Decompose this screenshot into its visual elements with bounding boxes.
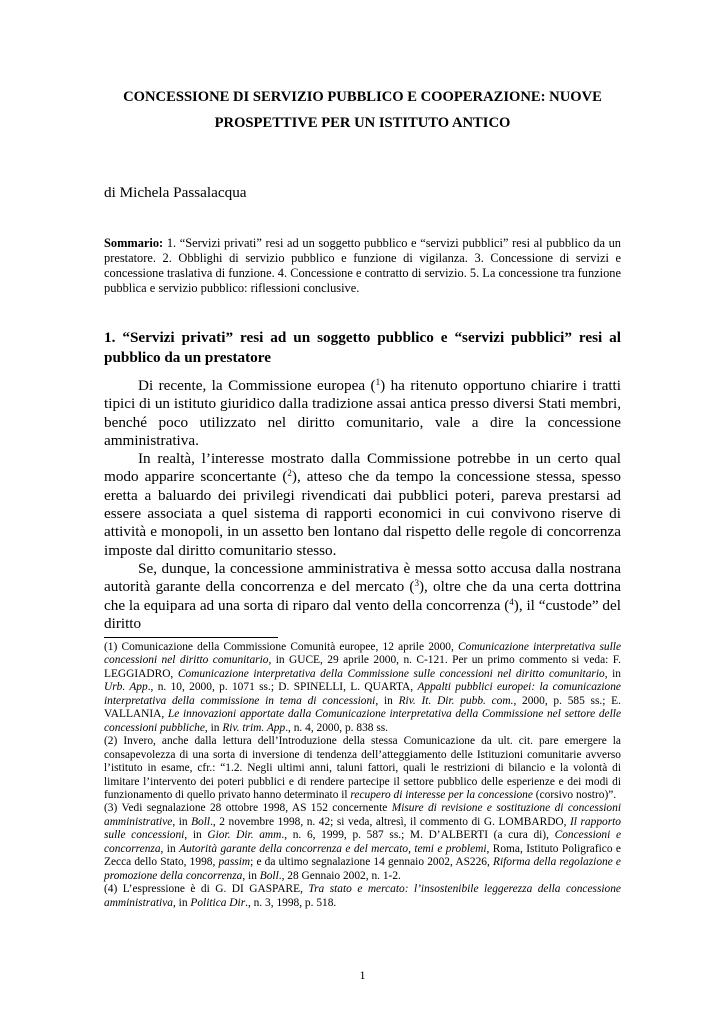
footnote-number: (2) <box>104 735 118 748</box>
footnote-separator <box>104 637 278 638</box>
text-run: ), oltre che da una certa dottrina che la equipara ad una sorta di riparo dal vento della concorrenza ( <box>104 578 622 614</box>
footnote-1: (1) Comunicazione della Commissione Comunità europee, 12 aprile 2000, Comunicazione interpretativa sulle concessioni nel diritto comunitario, in GUCE, 29 aprile 2000, n. C-121. Per un primo commento si veda: F. LEGGIADRO, Comunicazione interpretativa della Commissione sulle concessioni nel diritto comunitario, in Urb. App., n. 10, 2000, p. 1071 ss.; D. SPINELLI, L. QUARTA, Appalti pubblici europei: la comunicazione interpretativa della commissione in tema di concessioni, in Riv. It. Dir. pubb. com., 2000, p. 585 ss.; E. VALLANIA, Le innovazioni apportate dalla Comunicazione interpretativa della Commissione nel settore delle concessioni pubbliche, in Riv. trim. App., n. 4, 2000, p. 838 ss. <box>104 641 621 734</box>
footnotes <box>104 641 621 910</box>
text-run: In realtà, l’interesse mostrato dalla Commissione potrebbe in un certo qual modo apparire sconcertante ( <box>104 450 621 486</box>
body-text <box>104 377 621 633</box>
summary-label: Sommario: <box>104 236 164 250</box>
footnote-number: (3) <box>104 802 118 815</box>
text-run: Se, dunque, la concessione amministrativa è messa sotto accusa dalla nostrana autorità garante della concorrenza e del mercato ( <box>104 559 621 596</box>
footnote-number: (1) <box>104 641 118 653</box>
footnote-2: (2) Invero, anche dalla lettura dell’Introduzione della stessa Comunicazione da ult. cit. pare emergere la consapevolezza di una sorta di inversione di tendenza dell’atteggiamento delle Istituzioni comunitarie avverso l’istituto in esame, cfr.: “1.2. Negli ultimi anni, taluni fattori, quali le restrizioni di bilancio e la volontà di limitare l’intervento dei poteri pubblici e di rendere partecipe il settore pubblico delle esperienze e dei modi di funzionamento di quello privato hanno determinato il recupero di interesse per la concessione (corsivo nostro)”. <box>104 735 621 801</box>
footnote-ref[interactable]: 2 <box>287 468 292 479</box>
text-run: Di recente, la Commissione europea ( <box>138 377 376 394</box>
text-run: ), il “custode” del diritto <box>104 596 621 632</box>
text-run: ) ha ritenuto opportuno chiarire i tratti tipici di un istituto giuridico dalla tradizione assai antica presso diversi Stati membri, benché poco utilizzato nel diritto comunitario, vale a dire la concessione amministrativa. <box>104 377 621 449</box>
footnote-ref[interactable]: 1 <box>375 377 381 387</box>
body-paragraph <box>104 450 621 560</box>
body-paragraph <box>104 560 621 633</box>
page-title <box>104 84 621 136</box>
title-line-2: PROSPETTIVE PER UN ISTITUTO ANTICO <box>214 115 511 131</box>
text-run: ), atteso che da tempo la concessione stessa, spesso eretta a baluardo dei privilegi rivendicati dai pubblici poteri, pareva prestarsi ad essere associata a quel sistema di rapporti economici in cui convivono riserve di attività e monopoli, in un assetto ben lontano dal rispetto delle regole di concorrenza imposte dal diritto comunitario stesso. <box>104 468 621 559</box>
summary-paragraph <box>104 236 621 296</box>
footnote-ref[interactable]: 4 <box>509 596 514 607</box>
summary-text: 1. “Servizi privati” resi ad un soggetto pubblico e “servizi pubblici” resi al pubblico da un prestatore. 2. Obblighi di servizio pubblico e funzione di vigilanza. 3. Concessione di servizi e concessione traslativa di funzione. 4. Concessione e contratto di servizio. 5. La concessione tra funzione pubblica e servizio pubblico: riflessioni conclusive. <box>104 236 621 295</box>
footnote-3: (3) Vedi segnalazione 28 ottobre 1998, AS 152 concernente Misure di revisione e sostituzione di concessioni amministrative, in Boll., 2 novembre 1998, n. 42; si veda, altresì, il commento di G. LOMBARDO, Il rapporto sulle concessioni, in Gior. Dir. amm., n. 6, 1999, p. 587 ss.; M. D’ALBERTI (a cura di), Concessioni e concorrenza, in Autorità garante della concorrenza e del mercato, temi e problemi, Roma, Istituto Poligrafico e Zecca dello Stato, 1998, passim; e da ultimo segnalazione 14 gennaio 2002, AS226, Riforma della regolazione e promozione della concorrenza, in Boll., 28 Gennaio 2002, n. 1-2. <box>104 802 622 882</box>
title-line-1: CONCESSIONE DI SERVIZIO PUBBLICO E COOPERAZIONE: NUOVE <box>123 89 602 105</box>
footnote-4: (4) L’espressione è di G. DI GASPARE, Tra stato e mercato: l’insostenibile leggerezza della concessione amministrativa, in Politica Dir., n. 3, 1998, p. 518. <box>104 883 621 909</box>
footnote-ref[interactable]: 3 <box>414 578 419 589</box>
page-number: 1 <box>359 968 366 982</box>
author-line: di Michela Passalacqua <box>104 184 247 201</box>
body-paragraph <box>104 377 621 450</box>
section-heading: 1. “Servizi privati” resi ad un soggetto pubblico e “servizi pubblici” resi al pubblico da un prestatore <box>104 329 621 366</box>
footnote-number: (4) <box>104 883 118 896</box>
